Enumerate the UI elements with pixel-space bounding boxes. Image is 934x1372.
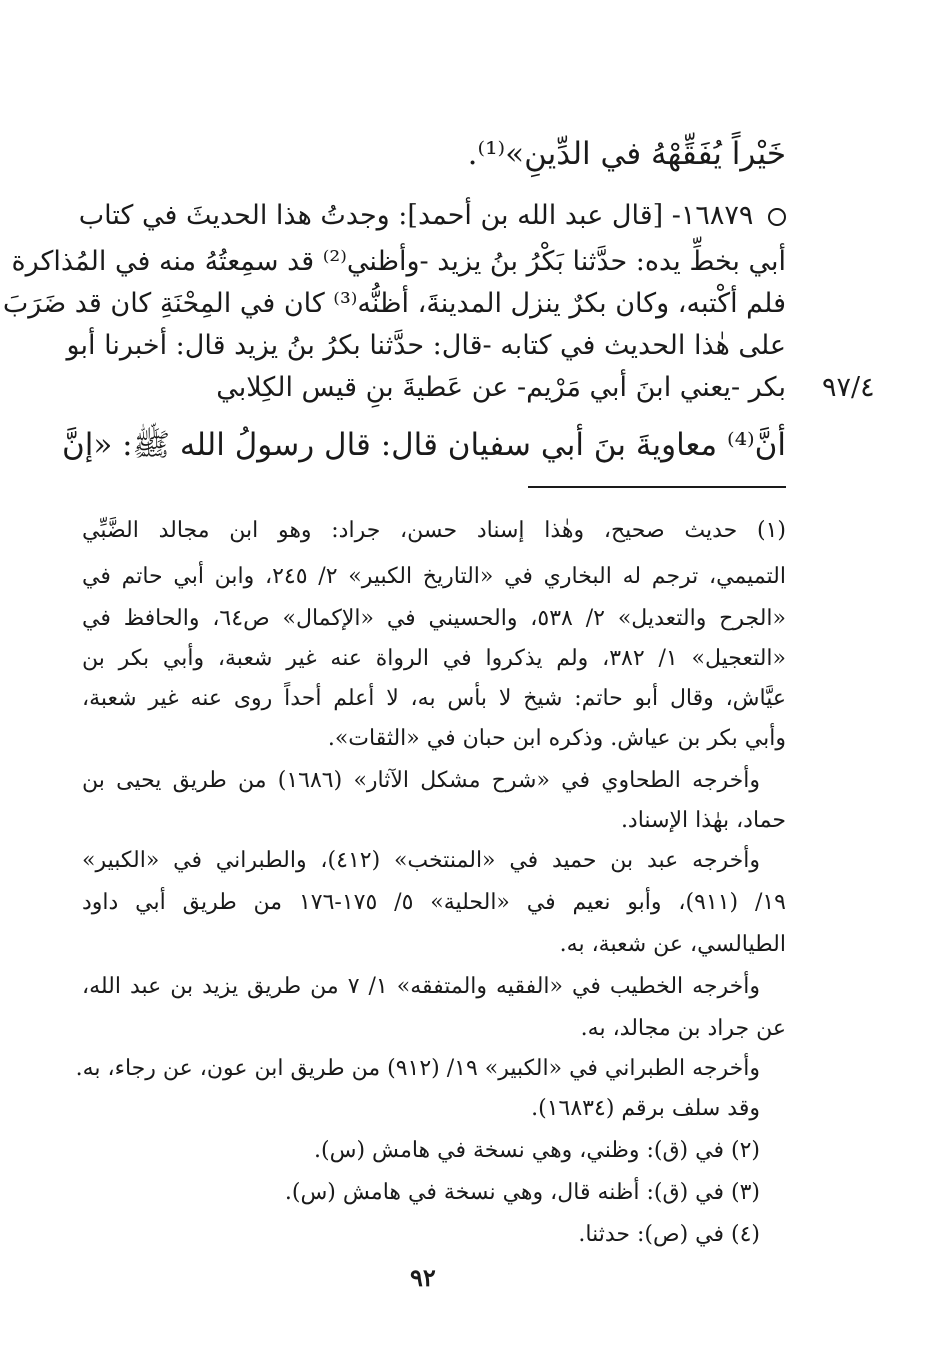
footnote-line: عن جراد بن مجالد، به. [580, 1016, 786, 1041]
footnote-line: الطيالسي، عن شعبة، به. [559, 932, 786, 957]
hadith-line-2: أبي بخطِّ يده: حدَّثنا بَكْرُ بنُ يزيد -وأظني⁽²⁾ قد سمِعتُهُ منه في المُذاكرة [11, 246, 786, 277]
footnote-line: (٤) في (ص): حدثنا. [578, 1222, 760, 1247]
hadith-line-text: [قال عبد الله بن أحمد]: وجدتُ هذا الحديثَ في كتاب [78, 200, 664, 231]
footnote-separator [528, 486, 786, 488]
footnote-line: (١) حديث صحيح، وهٰذا إسناد حسن، جراد: وهو ابن مجالد الضَّبِّي [82, 518, 786, 543]
hadith-marker-icon [768, 208, 786, 226]
footnote-line: التميمي، ترجم له البخاري في «التاريخ الكبير» ٢/ ٢٤٥، وابن أبي حاتم في [82, 564, 786, 589]
hadith-line-4: على هٰذا الحديث في كتابه -قال: حدَّثنا بكرُ بنُ يزيد قال: أخبرنا أبو [66, 330, 786, 361]
hadith-number: ١٦٨٧٩- [671, 200, 754, 231]
footnote-line: وأبي بكر بن عياش. وذكره ابن حبان في «الثقات». [327, 726, 786, 751]
hadith-line-5: بكر -يعني ابنَ أبي مَرْيم- عن عَطيةَ بنِ قيس الكِلابي [216, 372, 786, 403]
footnote-line: وأخرجه عبد بن حميد في «المنتخب» (٤١٢)، والطبراني في «الكبير» [82, 848, 760, 873]
opening-line: خَيْراً يُفَقِّهْهُ في الدِّينِ»⁽¹⁾. [467, 136, 786, 172]
footnote-line: «الجرح والتعديل» ٢/ ٥٣٨، والحسيني في «الإكمال» ص٦٤، والحافظ في [82, 606, 786, 631]
footnote-line: وأخرجه الطبراني في «الكبير» ١٩/ (٩١٢) من طريق ابن عون، عن رجاء، به. [75, 1056, 760, 1081]
hadith-line-1 [78, 200, 786, 231]
margin-reference: ٩٧/٤ [822, 372, 875, 403]
page-number: ٩٢ [410, 1263, 436, 1292]
footnote-line: وأخرجه الخطيب في «الفقيه والمتفقه» ١/ ٧ من طريق يزيد بن عبد الله، [82, 974, 760, 999]
footnote-line: ١٩/ (٩١١)، وأبو نعيم في «الحلية» ٥/ ١٧٥-١٧٦ من طريق أبي داود [82, 890, 786, 915]
hadith-text: أنَّ⁽⁴⁾ معاويةَ بنَ أبي سفيان قال: قال رسولُ الله ﷺ: «إنَّ [61, 427, 786, 463]
footnote-line: وأخرجه الطحاوي في «شرح مشكل الآثار» (١٦٨٦) من طريق يحيى بن [82, 768, 760, 793]
footnote-line: (٣) في (ق): أظنه قال، وهي نسخة في هامش (س). [284, 1180, 760, 1205]
footnote-line: حماد، بهٰذا الإسناد. [620, 808, 786, 833]
footnote-line: وقد سلف برقم (١٦٨٣٤). [531, 1096, 760, 1121]
footnote-line: (٢) في (ق): وظني، وهي نسخة في هامش (س). [314, 1138, 760, 1163]
footnote-line: عيَّاش، وقال أبو حاتم: شيخ لا بأس به، لا أعلم أحداً روى عنه غير شعبة، [82, 686, 786, 711]
footnote-line: «التعجيل» ١/ ٣٨٢، ولم يذكروا في الرواة عنه غير شعبة، وأبي بكر بن [82, 646, 787, 671]
hadith-line-3: فلم أكْتبه، وكان بكرٌ ينزل المدينةَ، أظنُّه⁽³⁾ كان في المِحْنَةِ كان قد ضَرَبَ [2, 288, 786, 319]
